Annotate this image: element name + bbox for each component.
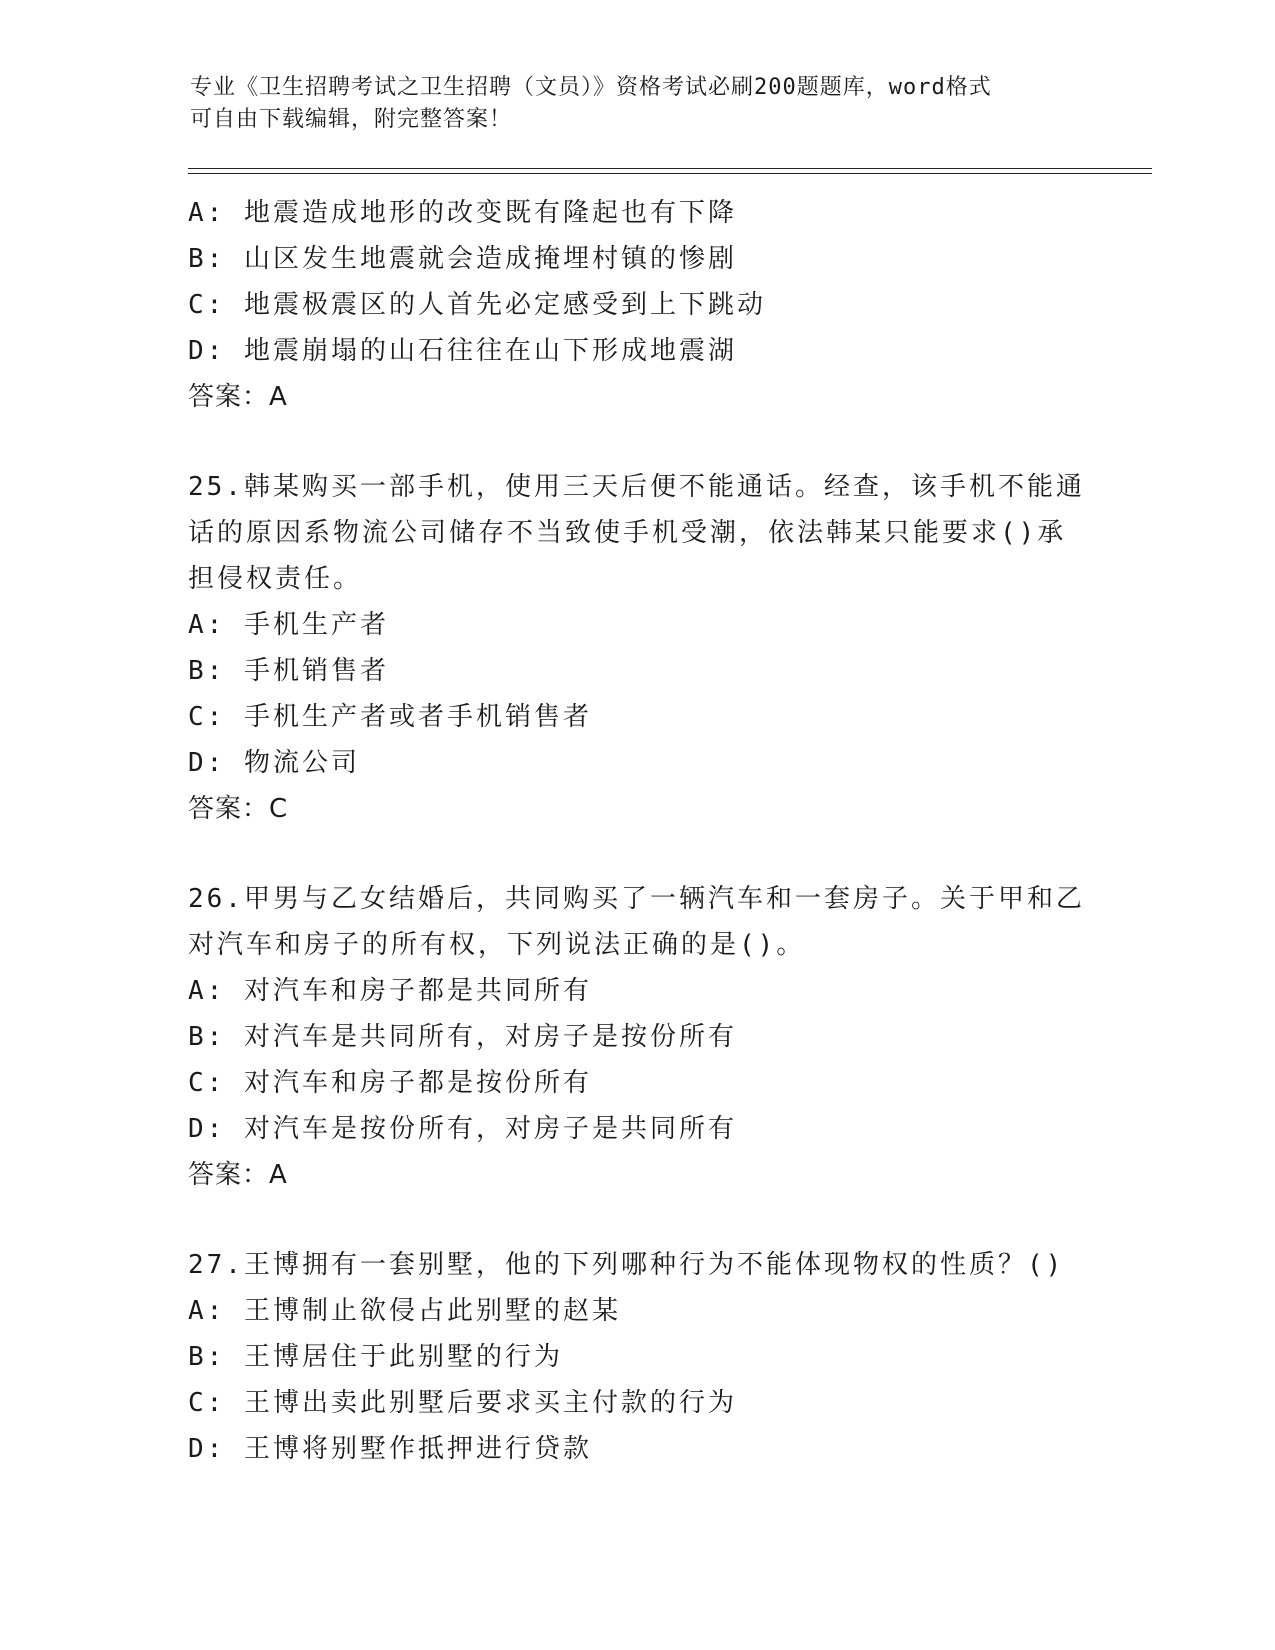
option-c: C: 王博出卖此别墅后要求买主付款的行为 xyxy=(188,1388,737,1418)
question-list xyxy=(188,190,1088,1472)
option-a: A: 地震造成地形的改变既有隆起也有下降 xyxy=(188,198,737,228)
option-c: C: 对汽车和房子都是按份所有 xyxy=(188,1068,592,1098)
header-line-2: 可自由下载编辑，附完整答案！ xyxy=(190,107,513,132)
question-25 xyxy=(188,464,1088,832)
option-d: D: 地震崩塌的山石往往在山下形成地震湖 xyxy=(188,336,737,366)
header-divider-top xyxy=(188,168,1152,169)
header-divider-bottom xyxy=(188,173,1152,174)
option-d: D: 对汽车是按份所有，对房子是共同所有 xyxy=(188,1114,737,1144)
question-stem-line: 对汽车和房子的所有权，下列说法正确的是()。 xyxy=(188,930,806,960)
option-b: B: 王博居住于此别墅的行为 xyxy=(188,1342,563,1372)
option-d: D: 物流公司 xyxy=(188,748,360,778)
question-27 xyxy=(188,1242,1088,1472)
option-a: A: 手机生产者 xyxy=(188,610,389,640)
header-line-1: 专业《卫生招聘考试之卫生招聘（文员）》资格考试必刷200题题库，word格式 xyxy=(190,75,992,100)
answer: 答案：C xyxy=(188,794,289,824)
option-b: B: 山区发生地震就会造成掩埋村镇的惨剧 xyxy=(188,244,737,274)
option-c: C: 手机生产者或者手机销售者 xyxy=(188,702,592,732)
option-b: B: 对汽车是共同所有，对房子是按份所有 xyxy=(188,1022,737,1052)
option-a: A: 对汽车和房子都是共同所有 xyxy=(188,976,592,1006)
answer: 答案：A xyxy=(188,382,288,412)
question-stem-line: 话的原因系物流公司储存不当致使手机受潮，依法韩某只能要求()承 xyxy=(188,518,1067,548)
question-stem-line: 26.甲男与乙女结婚后，共同购买了一辆汽车和一套房子。关于甲和乙 xyxy=(188,884,1085,914)
option-a: A: 王博制止欲侵占此别墅的赵某 xyxy=(188,1296,621,1326)
question-stem-line: 27.王博拥有一套别墅，他的下列哪种行为不能体现物权的性质？() xyxy=(188,1250,1065,1280)
option-b: B: 手机销售者 xyxy=(188,656,389,686)
option-d: D: 王博将别墅作抵押进行贷款 xyxy=(188,1434,592,1464)
document-header xyxy=(190,72,1090,136)
question-26 xyxy=(188,876,1088,1198)
answer: 答案：A xyxy=(188,1160,288,1190)
option-c: C: 地震极震区的人首先必定感受到上下跳动 xyxy=(188,290,766,320)
question-stem-line: 25.韩某购买一部手机，使用三天后便不能通话。经查，该手机不能通 xyxy=(188,472,1085,502)
question-stem-line: 担侵权责任。 xyxy=(188,564,363,594)
question-24 xyxy=(188,190,1088,420)
